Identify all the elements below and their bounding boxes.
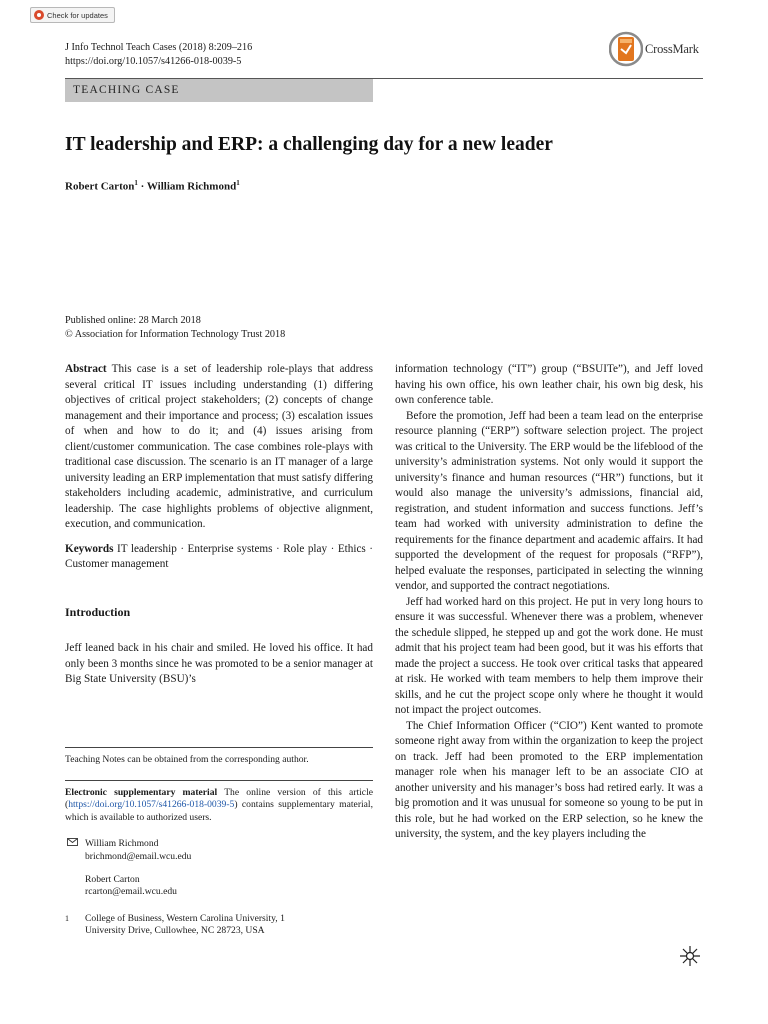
check-updates-label: Check for updates [47,10,108,20]
author-name[interactable]: Robert Carton [65,180,135,193]
introduction-heading: Introduction [65,604,131,619]
keywords-text: IT leadership · Enterprise systems · Role play · Ethics · Customer management [65,542,374,570]
crossmark-label: CrossMark [645,41,699,56]
affiliation-line: College of Business, Western Carolina University, 1 [85,912,285,924]
keywords-heading: Keywords [65,542,114,555]
affiliation-line: University Drive, Cullowhee, NC 28723, USA [85,925,265,937]
crossmark-icon [609,31,643,67]
footnote-rule [65,747,373,748]
springer-logo-icon[interactable] [679,945,701,967]
teaching-notes: Teaching Notes can be obtained from the corresponding author. [65,754,309,765]
right-column [395,362,703,843]
affiliation-number: 1 [65,913,69,923]
body-paragraph: Jeff had worked hard on this project. He put in very long hours to ensure it was successful. Whenever there was a problem, whenever the schedule slipped, he stepped up and got the work done. He must admit that his project team had been good, but it was his efforts that made the project a success. He took over critical tasks that appeared at risk. He worked with team members to help them improve their skills, and he cut the project scope only where he thought it would not impact the project outcomes. [395,595,703,716]
body-paragraph: The Chief Information Officer (“CIO”) Kent wanted to promote someone right away from within the organization to keep the project on track. Jeff had been promoted to the ERP implementation manager role when his manager left to be an associate CIO at another university and his manager’s boss had retired early. It was a big promotion and it was unusual for someone so young to be put in this role, but he had worked on the ERP selection, so he knew the university, the system, and the key players including the [395,719,703,840]
author-affiliation-marker[interactable]: 1 [134,179,138,187]
esm-pre: The online version of this article ( [65,786,373,811]
body-paragraph: information technology (“IT”) group (“BSUITe”), and Jeff loved having his own office, his own leather chair, his own big desk, his own conference table. [395,363,703,406]
abstract-text: This case is a set of leadership role-plays that address several critical IT issues including understanding (1) differing objectives of critical project stakeholders; (2) concepts of change management and their importance and process; (3) escalation issues of when and how to do it; and (4) issues arising from client/customer communication. The case combines role-plays with traditional case discussion. The scenario is an IT manager of a large university leading an ERP implementation that must satisfy differing stakeholders including academic, administrative, and curriculum leadership. The case highlights problems of objective alignment, execution, and communication. [65,363,373,530]
contact-block [65,838,373,898]
author-separator: · [137,180,147,193]
esm-heading: Electronic supplementary material [65,786,218,798]
left-column [65,362,373,688]
section-label: TEACHING CASE [65,79,373,102]
contact-name: William Richmond [85,838,159,850]
contact-name: Robert Carton [85,873,140,885]
envelope-icon [65,838,79,898]
journal-citation [65,41,252,69]
contact-email[interactable]: brichmond@email.wcu.edu [85,850,192,862]
body-paragraph: Before the promotion, Jeff had been a team lead on the enterprise resource planning (“ERP”) software selection project. The project was critical to the University. The ERP would be the lifeblood of the university’s administration systems. Not only would it support the university’s finance and human resources (“HR”) functions, but it would also manage the university’s admissions, financial aid, registration, and student information and success functions. Jeff’s team had worked with university administration to define the requirements for the finance department and academic affairs. It had supported the development of the request for proposals (“RFP”), helped evaluate the responses, participated in selecting the winning vendor, and supported the contract negotiations. [395,409,703,592]
author-list [65,179,240,193]
publication-info [65,314,285,342]
footnotes [65,747,373,938]
esm-note [65,787,373,825]
crossmark-button[interactable] [609,31,699,67]
abstract [65,362,373,533]
keywords [65,542,373,573]
journal-line: J Info Technol Teach Cases (2018) 8:209–216 [65,42,253,53]
esm-post: ) contains supplementary material, which is available to authorized users. [65,799,373,823]
esm-link[interactable]: https://doi.org/10.1057/s41266-018-0039-5 [68,799,235,811]
published-date: Published online: 28 March 2018 [65,315,201,326]
check-for-updates-button[interactable] [30,7,115,23]
copyright-line: © Association for Information Technology Trust 2018 [65,329,286,340]
article-title: IT leadership and ERP: a challenging day for a new leader [65,134,553,155]
author-name[interactable]: William Richmond [146,180,237,193]
affiliation [65,913,373,938]
abstract-heading: Abstract [65,363,107,375]
doi-link[interactable]: https://doi.org/10.1057/s41266-018-0039-5 [65,56,242,67]
check-updates-icon [34,10,44,20]
introduction-paragraph: Jeff leaned back in his chair and smiled. He loved his office. It had only been 3 months since he was promoted to be a senior manager at Big State University (BSU)’s [65,642,373,685]
footnote-rule [65,780,373,781]
contact-email[interactable]: rcarton@email.wcu.edu [85,886,177,898]
author-affiliation-marker[interactable]: 1 [236,179,240,187]
